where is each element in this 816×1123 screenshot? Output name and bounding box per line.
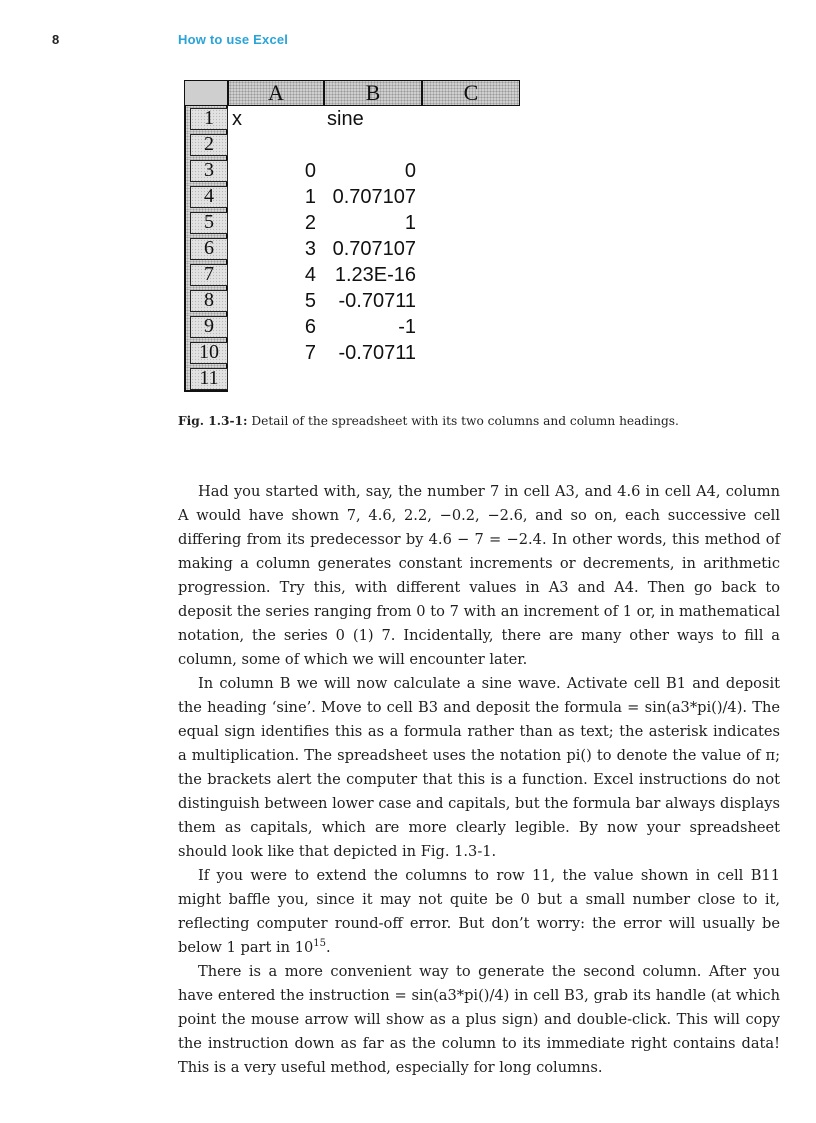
paragraph: There is a more convenient way to generate the second column. After you have entered the instruction = sin(a3*pi()/4) in cell B3, grab its handle (at which point the mouse arrow will show as a plus sign) and double-click. This will copy the instruction down as far as the column to its immediate right contains data! This is a very useful method, especially for long columns.	[178, 963, 780, 1076]
running-title: How to use Excel	[178, 32, 289, 47]
cell-a10: 7	[304, 342, 316, 364]
row-header	[184, 158, 228, 184]
figure-caption	[178, 414, 679, 428]
cell-b6: 0.707107	[332, 238, 416, 260]
row-header	[184, 262, 228, 288]
caption-label: Fig. 1.3-1:	[178, 414, 248, 428]
row-number: 10	[190, 342, 228, 364]
column-header-b: B	[324, 80, 422, 106]
row-number: 9	[190, 316, 228, 338]
row-number: 3	[190, 160, 228, 182]
cell-b10: -0.70711	[338, 342, 416, 364]
spreadsheet-figure	[184, 80, 520, 392]
row-number: 7	[190, 264, 228, 286]
row-number: 1	[190, 108, 228, 130]
cell-b1: sine	[327, 108, 364, 130]
row-header	[184, 366, 228, 392]
row-header	[184, 288, 228, 314]
paragraph	[178, 864, 780, 960]
row-number: 6	[190, 238, 228, 260]
cell-a5: 2	[304, 212, 316, 234]
cell-a6: 3	[304, 238, 316, 260]
row-header	[184, 184, 228, 210]
cell-b7: 1.23E-16	[334, 264, 416, 286]
cell-b8: -0.70711	[338, 290, 416, 312]
row-number: 8	[190, 290, 228, 312]
cell-a1: x	[232, 108, 242, 130]
exponent: 15	[313, 938, 327, 950]
row-number: 4	[190, 186, 228, 208]
row-header	[184, 314, 228, 340]
cell-a3: 0	[304, 160, 316, 182]
row-number: 11	[190, 368, 228, 390]
column-header-c: C	[422, 80, 520, 106]
paragraph-text: .	[326, 939, 331, 956]
cell-b3: 0	[404, 160, 416, 182]
cell-a8: 5	[304, 290, 316, 312]
cell-b9: -1	[398, 316, 416, 338]
cell-b4: 0.707107	[332, 186, 416, 208]
row-header	[184, 106, 228, 132]
row-header	[184, 210, 228, 236]
body-text	[178, 480, 780, 1080]
caption-text: Detail of the spreadsheet with its two columns and column headings.	[247, 414, 679, 428]
cell-a4: 1	[304, 186, 316, 208]
row-number: 2	[190, 134, 228, 156]
paragraph-text: If you were to extend the columns to row 11, the value shown in cell B11 might baffle you, since it may not quite be 0 but a small number close to it, reflecting computer round-off error. But don’t worry: the error will usually be below 1 part in 10	[178, 867, 780, 956]
column-header-a: A	[228, 80, 324, 106]
cell-a7: 4	[304, 264, 316, 286]
corner-header	[184, 80, 228, 106]
paragraph: Had you started with, say, the number 7 in cell A3, and 4.6 in cell A4, column A would have shown 7, 4.6, 2.2, −0.2, −2.6, and so on, each successive cell differing from its predecessor by 4.6 − 7 = −2.4. In other words, this method of making a column generates constant increments or decrements, in arithmetic progression. Try this, with different values in A3 and A4. Then go back to deposit the series ranging from 0 to 7 with an increment of 1 or, in mathematical notation, the series 0 (1) 7. Incidentally, there are many other ways to fill a column, some of which we will encounter later.	[178, 483, 780, 668]
row-header	[184, 340, 228, 366]
page-number: 8	[52, 32, 60, 47]
paragraph: In column B we will now calculate a sine wave. Activate cell B1 and deposit the heading ‘sine’. Move to cell B3 and deposit the formula = sin(a3*pi()/4). The equal sign identifies this as a formula rather than as text; the asterisk indicates a multiplication. The spreadsheet uses the notation pi() to denote the value of π; the brackets alert the computer that this is a function. Excel instructions do not distinguish between lower case and capitals, but the formula bar always displays them as capitals, which are more clearly legible. By now your spreadsheet should look like that depicted in Fig. 1.3-1.	[178, 675, 780, 860]
row-number: 5	[190, 212, 228, 234]
cell-a9: 6	[304, 316, 316, 338]
row-header	[184, 132, 228, 158]
cell-b5: 1	[404, 212, 416, 234]
row-header	[184, 236, 228, 262]
